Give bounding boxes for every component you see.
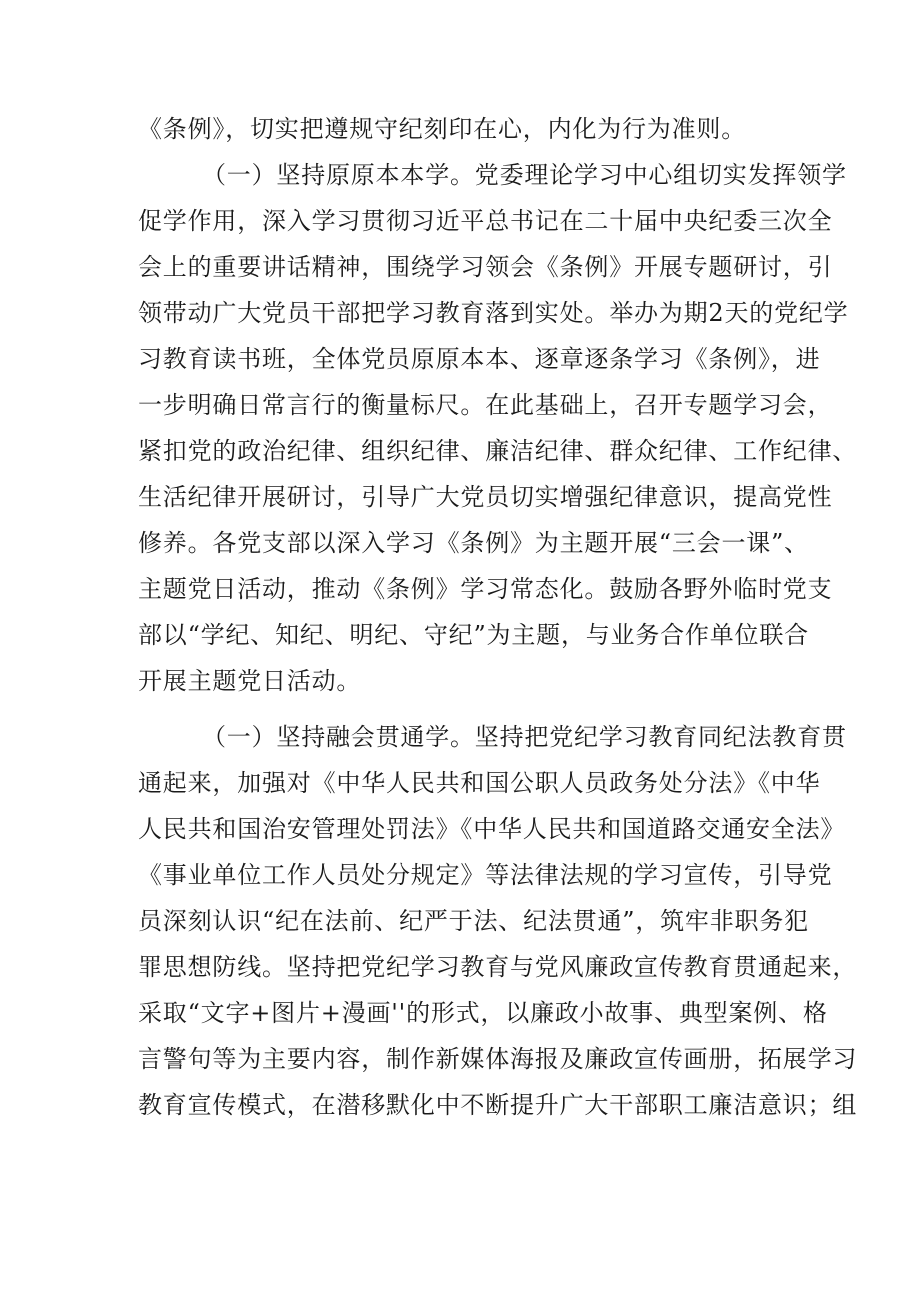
- text-line-17: 《事业单位工作人员处分规定》等法律法规的学习宣传，引导党: [138, 861, 833, 889]
- text-line-7: 一步明确日常言行的衡量标尺。在此基础上，召开专题学习会，: [138, 391, 833, 419]
- text-line-5: 领带动广大党员干部把学习教育落到实处。举办为期2天的党纪学: [138, 299, 849, 327]
- text-line-12: 部以“学纪、知纪、明纪、守纪”为主题，与业务合作单位联合: [138, 621, 809, 649]
- text-line-13: 开展主题党日活动。: [138, 667, 362, 695]
- text-line-3: 促学作用，深入学习贯彻习近平总书记在二十届中央纪委三次全: [138, 207, 833, 235]
- text-line-10: 修养。各党支部以深入学习《条例》为主题开展“三会一课”、: [138, 529, 809, 557]
- text-line-15: 通起来，加强对《中华人民共和国公职人员政务处分法》《中华: [138, 769, 821, 797]
- text-line-4: 会上的重要讲话精神，围绕学习领会《条例》开展专题研讨，引: [138, 253, 833, 281]
- text-line-8: 紧扣党的政治纪律、组织纪律、廉洁纪律、群众纪律、工作纪律、: [138, 437, 858, 465]
- text-line-18: 员深刻认识“纪在法前、纪严于法、纪法贯通”，筑牢非职务犯: [138, 907, 809, 935]
- text-line-21: 言警句等为主要内容，制作新媒体海报及廉政宣传画册，拓展学习: [138, 1045, 858, 1073]
- text-line-1: 《条例》，切实把遵规守纪刻印在心，内化为行为准则。: [138, 115, 746, 143]
- text-line-14: （一）坚持融会贯通学。坚持把党纪学习教育同纪法教育贯: [202, 723, 847, 751]
- text-line-9: 生活纪律开展研讨，引导广大党员切实增强纪律意识，提高党性: [138, 483, 833, 511]
- text-line-20: 采取“文字+图片+漫画''的形式，以廉政小故事、典型案例、格: [138, 999, 828, 1027]
- text-line-16: 人民共和国治安管理处罚法》《中华人民共和国道路交通安全法》: [138, 815, 846, 843]
- text-line-19: 罪思想防线。坚持把党纪学习教育与党风廉政宣传教育贯通起来，: [138, 953, 858, 981]
- text-line-2: （一）坚持原原本本学。党委理论学习中心组切实发挥领学: [202, 161, 847, 189]
- text-line-6: 习教育读书班，全体党员原原本本、逐章逐条学习《条例》，进: [138, 345, 821, 373]
- text-line-11: 主题党日活动，推动《条例》学习常态化。鼓励各野外临时党支: [138, 575, 833, 603]
- text-line-22: 教育宣传模式，在潜移默化中不断提升广大干部职工廉洁意识；组: [138, 1091, 858, 1119]
